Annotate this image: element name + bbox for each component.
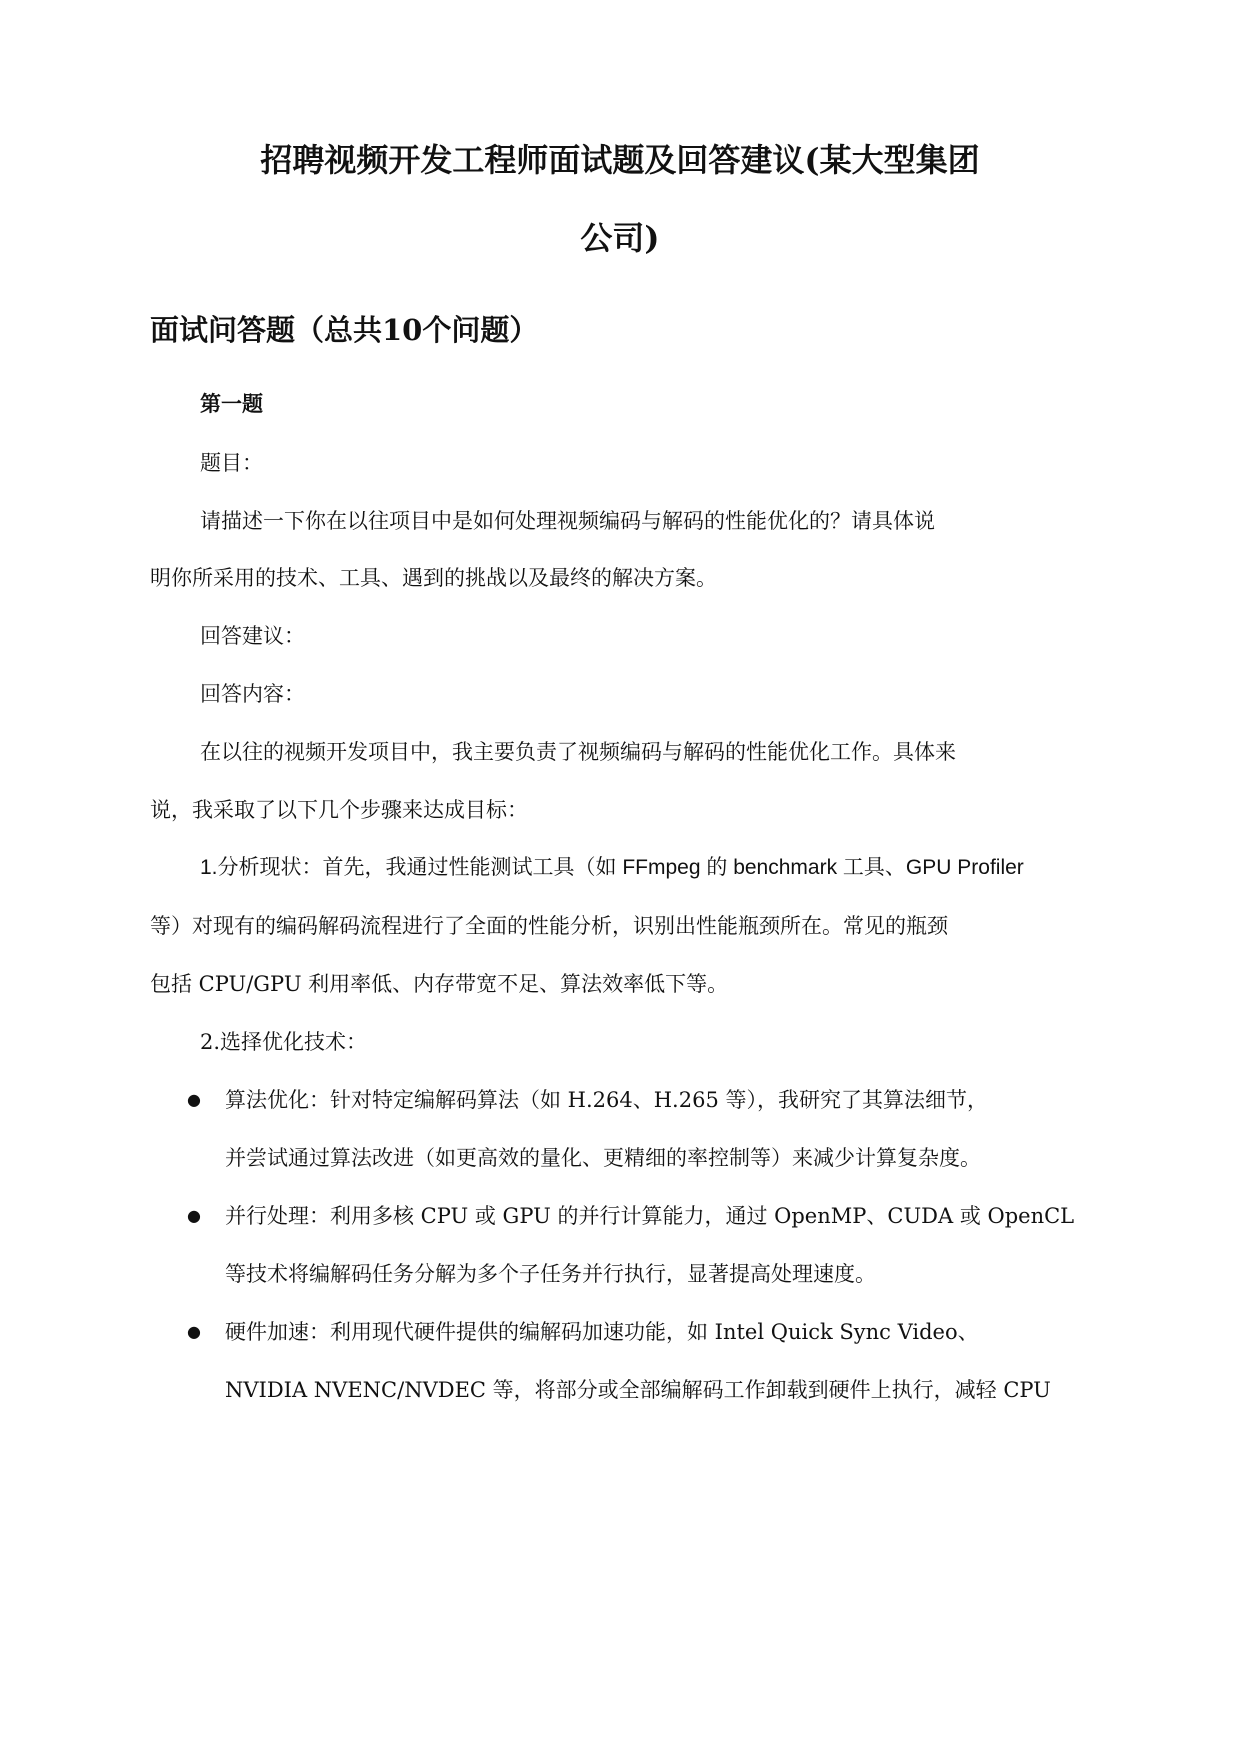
step1-line-2: 等）对现有的编码解码流程进行了全面的性能分析，识别出性能瓶颈所在。常见的瓶颈 [150,914,948,938]
section-heading: 面试问答题（总共10个问题） [150,313,539,347]
question-heading: 第一题 [200,391,263,416]
advice-label: 回答建议： [200,624,305,648]
question-text-line-1: 请描述一下你在以往项目中是如何处理视频编码与解码的性能优化的？请具体说 [200,509,935,533]
step1-line-1: 1.分析现状：首先，我通过性能测试工具（如 FFmpeg 的 benchmark 工具、GPU Profiler [200,856,1024,879]
document-title-line-2: 公司) [580,219,660,257]
bullet-marker: ● [187,1322,201,1341]
bullet-1-line-1: 算法优化：针对特定编解码算法（如 H.264、H.265 等），我研究了其算法细节， [225,1088,988,1112]
bullet-marker: ● [187,1206,201,1225]
document-title-line-1: 招聘视频开发工程师面试题及回答建议(某大型集团 [260,141,980,179]
bullet-marker: ● [187,1090,201,1109]
intro-line-1: 在以往的视频开发项目中，我主要负责了视频编码与解码的性能优化工作。具体来 [200,740,956,764]
bullet-2-line-1: 并行处理：利用多核 CPU 或 GPU 的并行计算能力，通过 OpenMP、CUDA 或 OpenCL [225,1204,1075,1228]
content-label: 回答内容： [200,682,305,706]
intro-line-2: 说，我采取了以下几个步骤来达成目标： [150,798,528,822]
bullet-3-line-1: 硬件加速：利用现代硬件提供的编解码加速功能，如 Intel Quick Sync Video、 [225,1320,979,1344]
bullet-2-line-2: 等技术将编解码任务分解为多个子任务并行执行，显著提高处理速度。 [225,1262,876,1286]
bullet-3-line-2: NVIDIA NVENC/NVDEC 等，将部分或全部编解码工作卸载到硬件上执行，减轻 CPU [225,1378,1051,1402]
question-text-line-2: 明你所采用的技术、工具、遇到的挑战以及最终的解决方案。 [150,566,717,590]
question-label: 题目： [200,451,263,475]
bullet-1-line-2: 并尝试通过算法改进（如更高效的量化、更精细的率控制等）来减少计算复杂度。 [225,1146,981,1170]
step2-heading: 2.选择优化技术： [200,1030,368,1054]
step1-line-3: 包括 CPU/GPU 利用率低、内存带宽不足、算法效率低下等。 [150,972,729,996]
